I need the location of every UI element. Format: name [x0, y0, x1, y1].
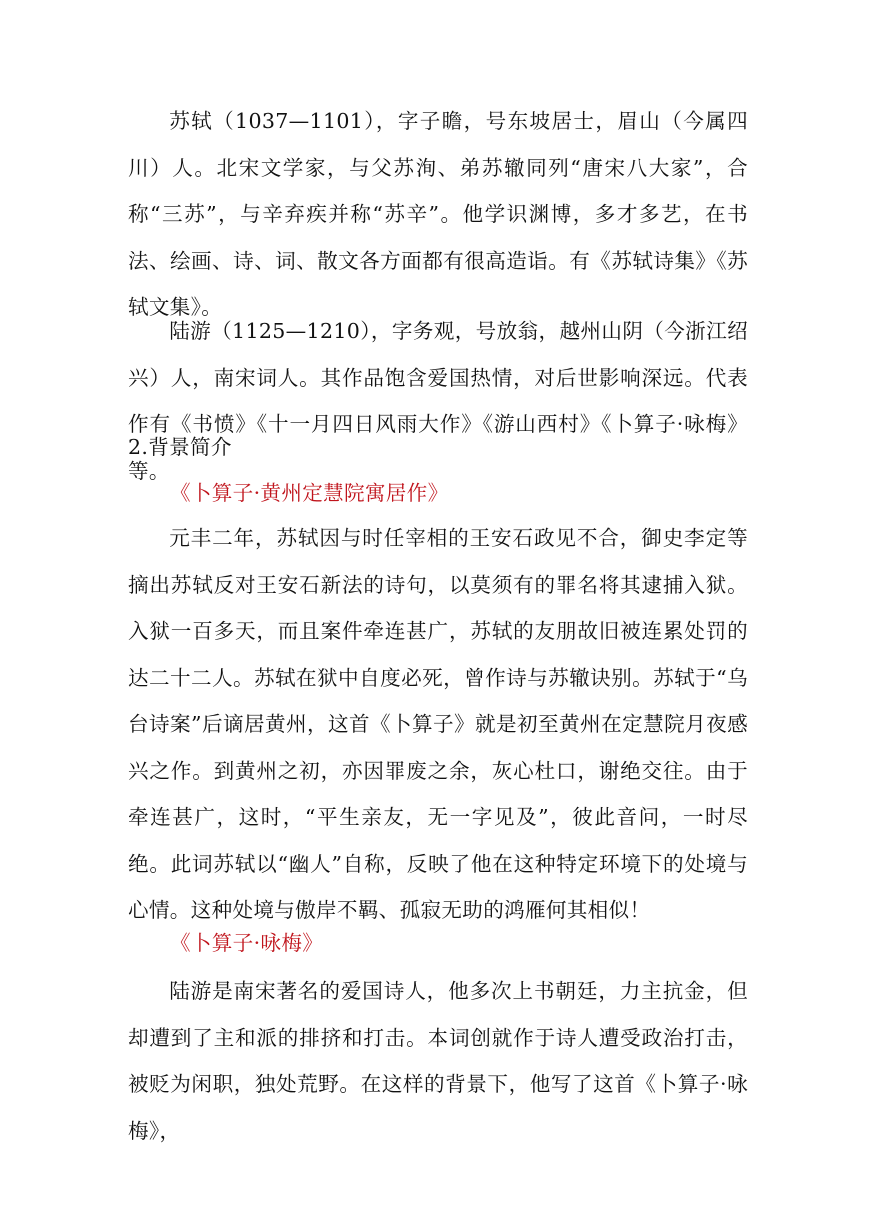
poem2-background-paragraph: 陆游是南宋著名的爱国诗人，他多次上书朝廷，力主抗金，但却遭到了主和派的排挤和打击。本词创就作于诗人遭受政治打击，被贬为闲职，独处荒野。在这样的背景下，他写了这首《卜算子·咏梅》， [128, 979, 748, 1143]
poem1-background-paragraph: 元丰二年，苏轼因与时任宰相的王安石政见不合，御史李定等摘出苏轼反对王安石新法的诗句，以莫须有的罪名将其逮捕入狱。入狱一百多天，而且案件牵连甚广，苏轼的友朋故旧被连累处罚的达二十二人。苏轼在狱中自度必死，曾作诗与苏辙诀别。苏轼于“乌台诗案”后谪居黄州，这首《卜算子》就是初至黄州在定慧院月夜感兴之作。到黄州之初，亦因罪废之余，灰心杜口，谢绝交往。由于牵连甚广，这时，“平生亲友，无一字见及”，彼此音问，一时尽绝。此词苏轼以“幽人”自称，反映了他在这种特定环境下的处境与心情。这种处境与傲岸不羁、孤寂无助的鸿雁何其相似！ [128, 526, 748, 922]
su-shi-bio-paragraph: 苏轼（1037—1101），字子瞻，号东坡居士，眉山（今属四川）人。北宋文学家，与父苏洵、弟苏辙同列“唐宋八大家”，合称“三苏”，与辛弃疾并称“苏辛”。他学识渊博，多才多艺，在书法、绘画、诗、词、散文各方面都有很高造诣。有《苏轼诗集》《苏轼文集》。 [128, 109, 748, 319]
lu-you-bio-paragraph: 陆游（1125—1210），字务观，号放翁，越州山阴（今浙江绍兴）人，南宋词人。其作品饱含爱国热情，对后世影响深远。代表作有《书愤》《十一月四日风雨大作》《游山西村》《卜算子·咏梅》等。 [128, 319, 748, 483]
poem1-title: 《卜算子·黄州定慧院寓居作》 [170, 481, 449, 505]
background-section-heading: 2.背景简介 [128, 435, 232, 459]
poem2-title: 《卜算子·咏梅》 [170, 931, 324, 955]
